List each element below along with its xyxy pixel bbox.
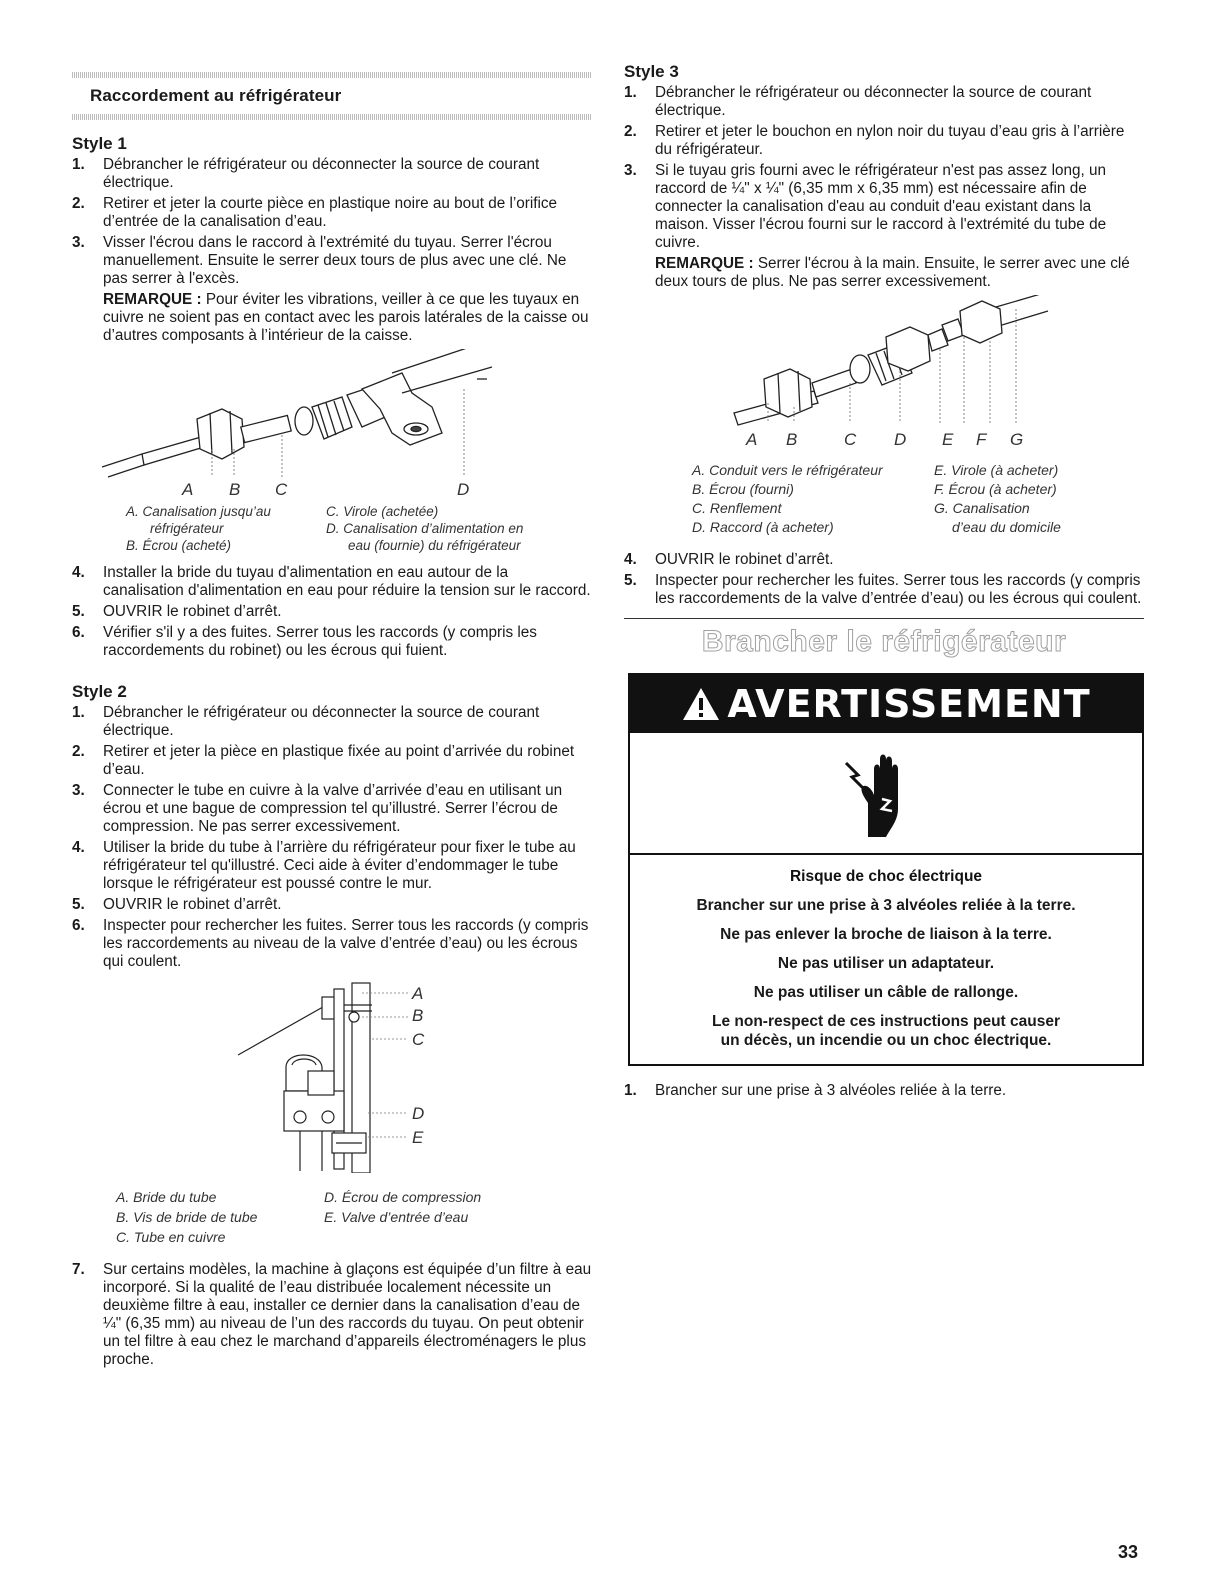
note [103,291,592,345]
caption: B. Vis de bride de tube [116,1209,258,1225]
step-number: 2. [72,743,85,760]
caption: F. Écrou (à acheter) [934,481,1057,497]
step-text: Si le tuyau gris fourni avec le réfrigérateur n'est pas assez long, un raccord de ¼" x ¼" (6,35 mm x 6,35 mm) est nécessaire afin de connecter la canalisation d'eau au conduit d'eau existant dans la maison. Visser l'écrou fourni sur le raccord à l'extrémité du tube de cuivre. [655,162,1107,251]
note-label: REMARQUE : [103,291,202,308]
figure-letter-a: A [182,480,194,495]
step-item [72,624,592,660]
figure-letter-a: A [746,430,758,447]
step-item [72,195,592,231]
section-title-brancher: Brancher le réfrigérateur [701,625,1067,658]
caption: E. Valve d’entrée d’eau [324,1209,469,1225]
step-item [72,917,592,971]
step-number: 6. [72,624,85,641]
step-item [72,603,592,621]
caption: A. Conduit vers le réfrigérateur [692,462,883,478]
warning-line: Ne pas utiliser un câble de rallonge. [753,984,1019,1001]
left-column [72,62,592,1372]
step-item [72,564,592,600]
figure-letter-f: F [976,430,987,447]
step-text: Débrancher le réfrigérateur ou déconnecter la source de courant électrique. [103,156,540,191]
step-text: Utiliser la bride du tube à l’arrière du réfrigérateur pour fixer le tube au réfrigérateur tel qu'illustré. Ceci aide à éviter d’endommager le tube lorsque le réfrigérateur est poussé contre le mur. [103,839,576,892]
figure-letter-b: B [229,480,241,495]
caption: C. Tube en cuivre [116,1229,226,1245]
caption: G. Canalisation [934,500,1030,516]
step-text: Débrancher le réfrigérateur ou déconnecter la source de courant électrique. [655,84,1092,119]
figure-letter-d: D [457,480,470,495]
step-text: Brancher sur une prise à 3 alvéoles reliée à la terre. [655,1082,1007,1099]
style-1-heading: Style 1 [72,134,127,153]
warning-consequence-1: Le non-respect de ces instructions peut causer [712,1013,1060,1030]
step-item [72,156,592,192]
caption-col [326,503,586,554]
style-3-steps-continued [624,551,1144,608]
style-2-heading: Style 2 [72,682,127,701]
step-text: OUVRIR le robinet d’arrêt. [103,896,282,913]
page-number: 33 [1118,1542,1139,1562]
note-label: REMARQUE : [655,255,754,272]
caption: C. Renflement [692,500,782,516]
step-number: 5. [72,896,85,913]
figure-letter-c: C [844,430,857,447]
step-item [624,572,1144,608]
caption: D. Écrou de compression [324,1189,482,1205]
brancher-steps [624,1082,1144,1100]
step-text: Installer la bride du tuyau d'alimentation en eau autour de la canalisation d'alimentation en eau pour réduire la tension sur le raccord. [103,564,591,599]
step-text: Sur certains modèles, la machine à glaçons est équipée d’un filtre à eau incorporé. Si la qualité de l’eau distribuée localement nécessite un deuxième filtre à eau, installer ce dernier dans la canalisation d’eau de ¼" (6,35 mm) au niveau de l’un des raccords du tuyau. On peut obtenir un tel filtre à eau chez le marchand d’appareils électroménagers le plus proche. [103,1261,592,1368]
step-text: Vérifier s'il y a des fuites. Serrer tous les raccords (y compris les raccordements du robinet) ou les écrous qui fuient. [103,624,537,659]
style-1-figure [72,349,592,495]
step-number: 1. [72,156,85,173]
caption: E. Virole (à acheter) [934,462,1059,478]
step-number: 2. [72,195,85,212]
style-3-figure [624,295,1144,447]
step-number: 1. [624,84,637,101]
step-number: 1. [72,704,85,721]
warning-text [630,853,1142,1064]
step-item [624,551,1144,569]
step-number: 7. [72,1261,85,1278]
step-item [624,1082,1144,1100]
warning-subtitle: Risque de choc électrique [789,868,983,885]
caption: C. Virole (achetée) [326,504,439,519]
warning-consequence [644,1012,1128,1050]
step-text: Inspecter pour rechercher les fuites. Serrer tous les raccords (y compris les raccordements au niveau de la valve d’entrée d’eau) ou les écrous qui coulent. [103,917,589,970]
valve-illustration [72,975,592,1173]
step-number: 3. [72,234,85,251]
step-text: OUVRIR le robinet d’arrêt. [103,603,282,620]
caption: A. Bride du tube [116,1189,217,1205]
caption: eau (fournie) du réfrigérateur [348,538,521,553]
note [655,255,1144,291]
figure-letter-b: B [412,1006,424,1025]
fitting-illustration-1 [72,349,592,495]
step-text: Connecter le tube en cuivre à la valve d’arrivée d’eau en utilisant un écrou et une bague de compression tel qu’illustré. Serrer l’écrou de compression. Ne pas serrer excessivement. [103,782,563,835]
step-text: Visser l'écrou dans le raccord à l'extrémité du tuyau. Serrer l'écrou manuellement. Ensuite le serrer deux tours de plus avec une clé. Ne pas serrer à l'excès. [103,234,567,287]
style-2-step-7 [72,1261,592,1369]
figure-letter-d: D [412,1104,425,1123]
section-divider [624,618,1144,619]
style-1-steps [72,156,592,345]
step-item [72,839,592,893]
right-column [624,62,1144,1103]
figure-letter-b: B [786,430,798,447]
caption-col [692,461,934,537]
section-title: Raccordement au réfrigérateur [90,86,342,105]
step-text: Retirer et jeter la courte pièce en plastique noire au bout de l’orifice d’entrée de la canalisation d’eau. [103,195,558,230]
caption: B. Écrou (acheté) [126,538,232,553]
step-item [72,1261,592,1369]
step-number: 5. [624,572,637,589]
warning-line: Ne pas utiliser un adaptateur. [777,955,995,972]
warning-icon-area [630,733,1142,853]
warning-banner-text: AVERTISSEMENT [727,682,1091,726]
step-number: 4. [72,839,85,856]
figure-letter-c: C [412,1030,425,1049]
step-item [72,896,592,914]
step-text: Retirer et jeter la pièce en plastique fixée au point d’arrivée du robinet d’eau. [103,743,575,778]
caption-col [126,503,326,554]
step-item [72,234,592,345]
step-number: 3. [624,162,637,179]
style-1-steps-continued [72,564,592,660]
figure-letter-d: D [894,430,907,447]
step-number: 2. [624,123,637,140]
caption: D. Raccord (à acheter) [692,519,834,535]
step-item [624,162,1144,291]
step-item [72,782,592,836]
electric-shock-hand-icon [842,749,922,839]
figure-letter-g: G [1010,430,1024,447]
caption: d’eau du domicile [952,519,1061,535]
figure-letter-a: A [412,984,424,1003]
style-3-heading: Style 3 [624,62,679,81]
step-number: 6. [72,917,85,934]
section-header-raccordement [72,72,592,120]
note-text: Pour éviter les vibrations, veiller à ce que les tuyaux en cuivre ne soient pas en contact avec les parois latérales de la caisse ou d’autres composants à l’intérieur de la caisse. [103,291,589,344]
header-stripe [72,114,592,120]
style-2-steps [72,704,592,971]
style-2-figure [72,975,592,1173]
step-text: OUVRIR le robinet d’arrêt. [655,551,834,568]
caption: réfrigérateur [150,521,224,536]
style-1-captions [126,503,592,554]
step-text: Retirer et jeter le bouchon en nylon noir du tuyau d’eau gris à l’arrière du réfrigérateur. [655,123,1125,158]
step-item [624,123,1144,159]
warning-box [628,673,1144,1066]
style-2-captions [116,1187,592,1247]
step-number: 1. [624,1082,637,1099]
step-text: Inspecter pour rechercher les fuites. Serrer tous les raccords (y compris les raccordements de la valve d’entrée d’eau) ou les écrous qui coulent. [655,572,1142,607]
warning-banner [630,675,1142,733]
figure-letter-e: E [942,430,954,447]
warning-triangle-icon [681,686,721,722]
step-number: 5. [72,603,85,620]
step-item [72,743,592,779]
warning-consequence-2: un décès, un incendie ou un choc électrique. [720,1032,1052,1049]
caption: B. Écrou (fourni) [692,481,794,497]
warning-line: Brancher sur une prise à 3 alvéoles reliée à la terre. [696,897,1076,914]
step-number: 4. [72,564,85,581]
figure-letter-c: C [275,480,288,495]
caption-col [324,1187,544,1247]
caption: A. Canalisation jusqu’au [126,504,271,519]
warning-line: Ne pas enlever la broche de liaison à la terre. [720,926,1052,943]
step-item [624,84,1144,120]
step-item [72,704,592,740]
caption-col [116,1187,324,1247]
header-stripe [72,72,592,78]
step-number: 4. [624,551,637,568]
fitting-illustration-3 [624,295,1144,447]
style-3-captions [692,461,1144,537]
figure-letter-e: E [412,1128,424,1147]
step-text: Débrancher le réfrigérateur ou déconnecter la source de courant électrique. [103,704,540,739]
step-number: 3. [72,782,85,799]
style-3-steps [624,84,1144,291]
caption: D. Canalisation d’alimentation en [326,521,524,536]
caption-col [934,461,1134,537]
note-text: Serrer l'écrou à la main. Ensuite, le serrer avec une clé deux tours de plus. Ne pas serrer excessivement. [655,255,1130,290]
